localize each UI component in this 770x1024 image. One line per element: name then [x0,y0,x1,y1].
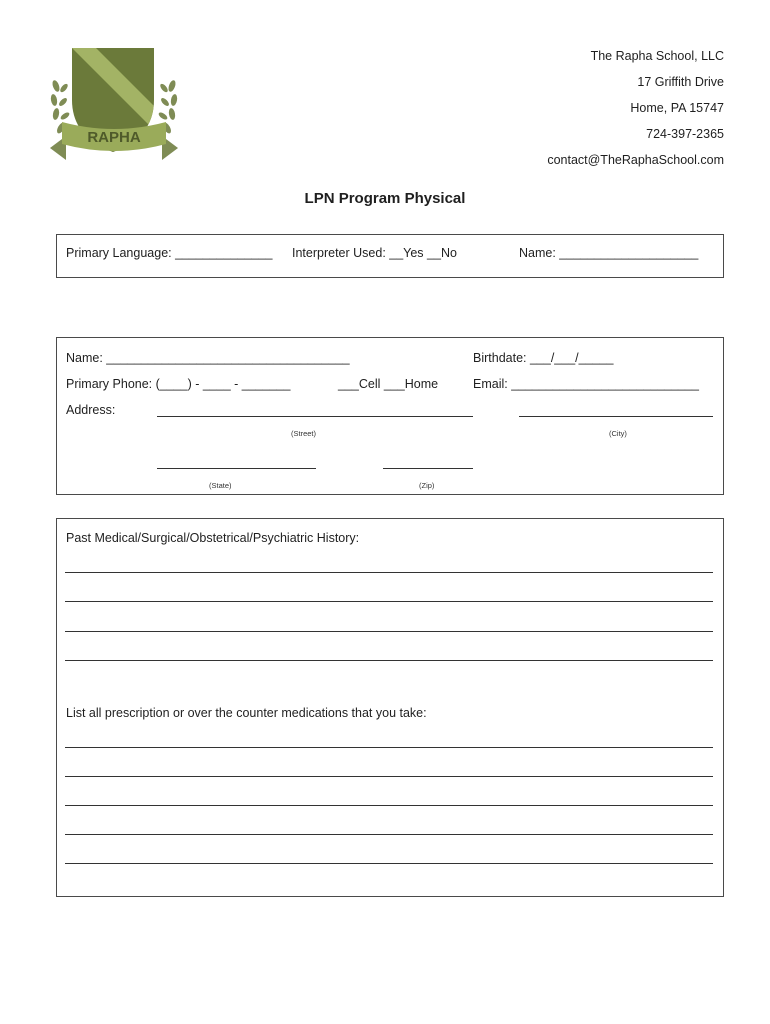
address-label: Address: [66,403,116,417]
medical-history-section [56,518,724,897]
cell-home-field[interactable]: ___Cell ___Home [338,377,439,391]
history-label: Past Medical/Surgical/Obstetrical/Psychiatric History: [66,531,360,545]
history-line[interactable] [65,660,713,661]
state-caption: (State) [209,481,232,490]
medications-label: List all prescription or over the counter medications that you take: [66,706,427,720]
personal-info-section [56,337,724,495]
primary-phone-field[interactable]: Primary Phone: (____) - ____ - _______ [66,377,291,391]
full-name-field[interactable]: Name: ___________________________________ [66,351,350,365]
interpreter-field[interactable]: Interpreter Used: __Yes __No [292,246,457,260]
zip-line[interactable] [383,458,473,469]
city-caption: (City) [609,429,627,438]
street-line[interactable] [157,406,473,417]
street-caption: (Street) [291,429,317,438]
history-line[interactable] [65,601,713,602]
language-section [56,234,724,278]
medication-line[interactable] [65,863,713,864]
medication-line[interactable] [65,805,713,806]
medication-line[interactable] [65,776,713,777]
history-line[interactable] [65,572,713,573]
state-line[interactable] [157,458,316,469]
svg-text:RAPHA: RAPHA [87,129,141,146]
phone-number: 724-397-2365 [646,127,724,141]
email-field[interactable]: Email: ___________________________ [473,377,699,391]
school-name: The Rapha School, LLC [590,49,724,63]
medication-line[interactable] [65,834,713,835]
email-address[interactable]: contact@TheRaphaSchool.com [547,153,724,167]
page-title: LPN Program Physical [304,190,466,207]
history-line[interactable] [65,631,713,632]
city-line[interactable] [519,406,713,417]
medication-line[interactable] [65,747,713,748]
street-address: 17 Griffith Drive [637,75,724,89]
primary-language-field[interactable]: Primary Language: ______________ [66,246,273,260]
city-state-zip: Home, PA 15747 [630,101,724,115]
name-field[interactable]: Name: ____________________ [519,246,699,260]
rapha-logo [46,44,182,168]
birthdate-field[interactable]: Birthdate: ___/___/_____ [473,351,614,365]
zip-caption: (Zip) [419,481,435,490]
